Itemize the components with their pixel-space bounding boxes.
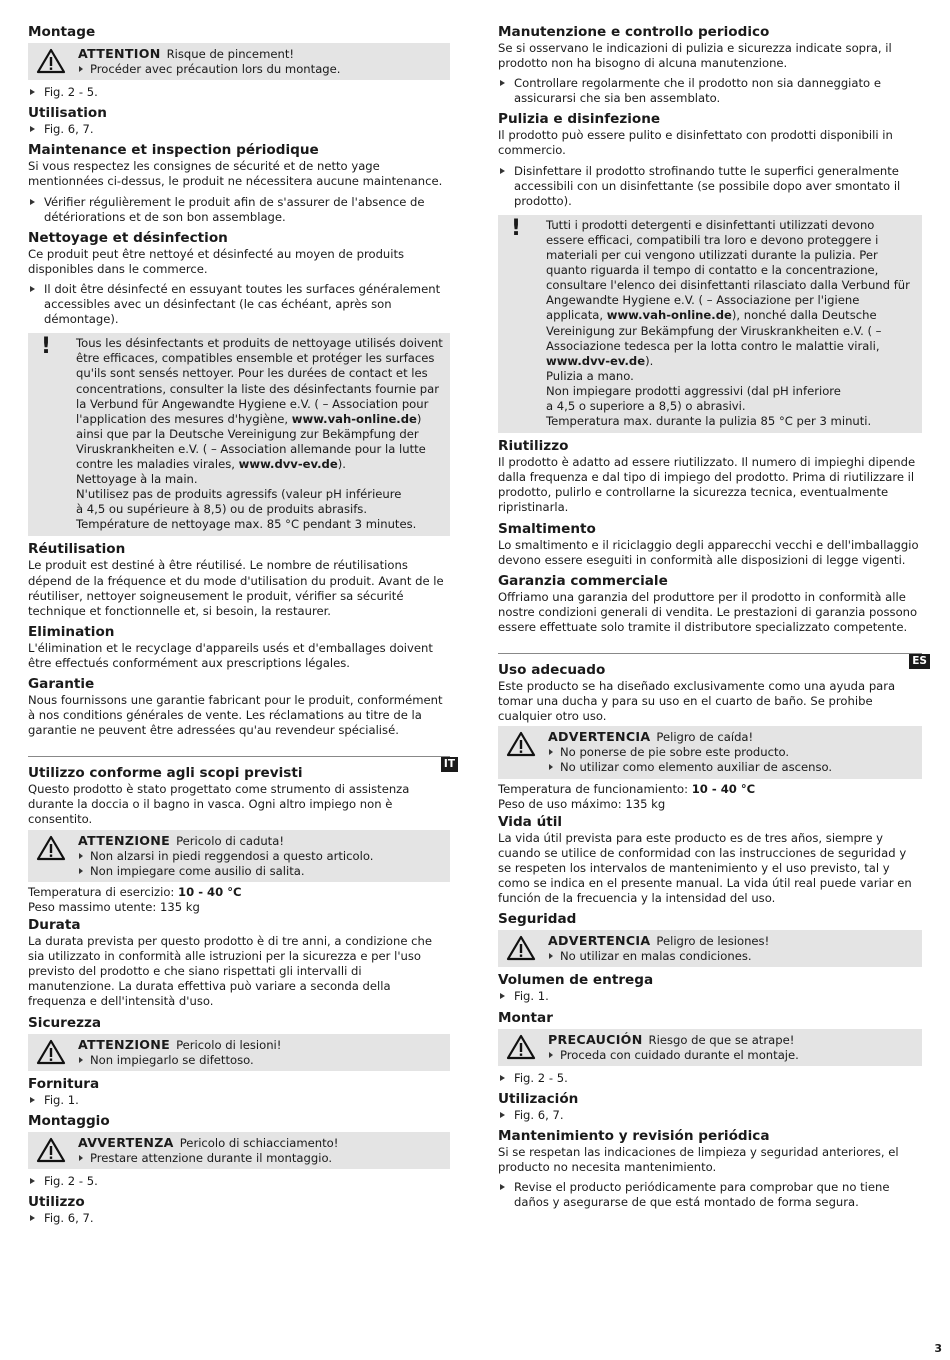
language-tag: ES [909, 654, 930, 669]
warning-text: Riesgo de que se atrape! [648, 1032, 795, 1047]
heading: Garanzia commerciale [498, 572, 668, 589]
list-item: Disinfettare il prodotto strofinando tutte le superfici generalmente accessibili con un disinfettante (se possibile dopo aver smontato il prodotto). [498, 164, 922, 209]
warning-triangle-icon [506, 731, 536, 757]
paragraph: Si se respetan las indicaciones de limpieza y seguridad anteriores, el producto no necesita mantenimiento. [498, 1144, 899, 1174]
note-text: Tous les désinfectants et produits de nettoyage utilisés doivent être efficaces, compatibles ensemble et protéger les surfaces qu'ils sont sensés nettoyer. Pour les durées de contact et les concentrations, consulter la liste des désinfectants fournie par la Verbund für Angewandte Hygiene e.V. ( – Association pour l'application des mesures d'hygiène, www.vah-online.de) ainsi que par la Deutsche Vereinigung zur Bekämpfung der Viruskrankheiten e.V. ( – Association allemande pour la lutte contre les maladies virales, www.dvv-ev.de). [76, 336, 443, 471]
paragraph: Se si osservano le indicazioni di pulizia e sicurezza indicate sopra, il prodotto non ha bisogno di alcuna manutenzione. [498, 41, 892, 71]
link-text: www.vah-online.de [606, 308, 732, 323]
spec-line: Peso de uso máximo: 135 kg [498, 796, 666, 811]
spec-line: Temperatura de funcionamiento: 10 - 40 °C [498, 781, 756, 796]
list-item: Fig. 6, 7. [28, 122, 450, 137]
heading: Manutenzione e controllo periodico [498, 24, 770, 40]
paragraph: Si vous respectez les consignes de sécurité et de netto yage mentionnées ci-dessus, le produit ne nécessitera aucune maintenance. [28, 159, 443, 189]
heading: Sicurezza [28, 1014, 102, 1031]
warning-word: ADVERTENCIA [548, 729, 651, 745]
heading: Maintenance et inspection périodique [28, 142, 319, 159]
note-item: N'utilisez pas de produits agressifs (valeur pH inférieure [76, 487, 402, 502]
heading: Montaggio [28, 1112, 110, 1129]
right-column [498, 24, 927, 1210]
warning-box [498, 726, 922, 778]
warning-item: Proceda con cuidado durante el montaje. [548, 1048, 916, 1063]
warning-box [498, 1029, 922, 1066]
spec-line: Peso massimo utente: 135 kg [28, 899, 200, 914]
heading: Réutilisation [28, 541, 126, 558]
heading: Utilización [498, 1090, 579, 1107]
warning-item: No utilizar como elemento auxiliar de ascenso. [548, 760, 916, 775]
list-item: Fig. 2 - 5. [498, 1071, 922, 1086]
list-item: Fig. 1. [498, 989, 922, 1004]
list-item: Revise el producto periódicamente para comprobar que no tiene daños y asegurarse de que está montado de forma segura. [498, 1180, 922, 1210]
heading: Montar [498, 1009, 553, 1026]
warning-box [28, 1132, 450, 1169]
paragraph: Questo prodotto è stato progettato come strumento di assistenza durante la doccia o il bagno in vasca. Ogni altro impiego non è consentito. [28, 782, 410, 827]
warning-item: Prestare attenzione durante il montaggio. [78, 1151, 444, 1166]
paragraph: Il prodotto è adatto ad essere riutilizzato. Il numero di impieghi dipende dalla frequenza e dal tipo di impiego del prodotto. Prima di riutilizzare il prodotto, pulirlo e controllarne la sicurezza tecnica, eventualmente ripristinarla. [498, 455, 916, 515]
paragraph: Le produit est destiné à être réutilisé. Le nombre de réutilisations dépend de la fréquence et du mode d'utilisation du produit. Avant de le réutiliser, nettoyer soigneusement le produit, vérifier sa sécurité technique et fonctionnelle et, si besoin, la restaurer. [28, 558, 444, 618]
heading: Fornitura [28, 1075, 100, 1092]
language-tag: IT [441, 757, 458, 772]
note-item-cont: a 4,5 o superiore a 8,5) o abrasivi. [546, 398, 746, 413]
link-text: www.dvv-ev.de [238, 456, 338, 471]
heading: Vida útil [498, 813, 563, 830]
left-column [28, 24, 455, 1226]
warning-box [28, 1034, 450, 1071]
warning-word: ATTENZIONE [78, 832, 171, 848]
heading: Pulizia e disinfezione [498, 111, 661, 128]
heading: Garantie [28, 676, 95, 692]
heading: Durata [28, 917, 81, 934]
heading: Smaltimento [498, 520, 596, 537]
warning-item: Non impiegarlo se difettoso. [78, 1053, 444, 1068]
note-item: Pulizia a mano. [546, 368, 634, 383]
warning-item: No utilizar en malas condiciones. [548, 949, 916, 964]
note-item: Non impiegare prodotti aggressivi (dal pH inferiore [546, 383, 841, 398]
warning-triangle-icon [506, 1034, 536, 1060]
list-item: Controllare regolarmente che il prodotto non sia danneggiato e assicurarsi che sia ben assemblato. [498, 76, 922, 106]
warning-item: Non alzarsi in piedi reggendosi a questo articolo. [78, 849, 444, 864]
warning-text: Pericolo di schiacciamento! [179, 1135, 339, 1150]
heading: Utilizzo [28, 1194, 85, 1211]
list-item: Fig. 6, 7. [498, 1108, 922, 1123]
list-item: Fig. 6, 7. [28, 1211, 450, 1226]
warning-item: No ponerse de pie sobre este producto. [548, 745, 916, 760]
list-item: Fig. 1. [28, 1093, 450, 1108]
warning-text: Peligro de lesiones! [656, 934, 770, 949]
heading: Mantenimiento y revisión periódica [498, 1127, 770, 1144]
paragraph: Ce produit peut être nettoyé et désinfecté au moyen de produits disponibles dans le commerce. [28, 246, 405, 276]
note-item: Température de nettoyage max. 85 °C pendant 3 minutes. [76, 517, 417, 532]
warning-text: Pericolo di caduta! [176, 833, 284, 848]
exclamation-icon: ! [41, 334, 52, 360]
heading: Riutilizzo [498, 438, 569, 455]
warning-triangle-icon [36, 1137, 66, 1163]
language-section-it [28, 756, 455, 827]
warning-item: Non impiegare come ausilio di salita. [78, 864, 444, 879]
warning-word: ADVERTENCIA [548, 933, 651, 949]
paragraph: La durata prevista per questo prodotto è di tre anni, a condizione che sia utilizzato in conformità alle istruzioni per la sicurezza e per l'uso previsto del prodotto e che siano rispettati gli intervalli di manutenzione. La durata effettiva può variare a seconda della frequenza e dell'intensità d'uso. [28, 934, 433, 1009]
paragraph: L'élimination et le recyclage d'appareils usés et d'emballages doivent être effectués conformément aux prescriptions légales. [28, 640, 433, 670]
note-box [28, 333, 450, 536]
heading: Elimination [28, 623, 115, 640]
heading: Utilizzo conforme agli scopi previsti [28, 765, 303, 782]
link-text: www.dvv-ev.de [546, 353, 646, 368]
warning-text: Risque de pincement! [166, 47, 295, 61]
list-item: Vérifier régulièrement le produit afin de s'assurer de l'absence de détériorations et de son bon assemblage. [28, 195, 450, 225]
list-item: Fig. 2 - 5. [28, 85, 450, 100]
paragraph: Il prodotto può essere pulito e disinfettato con prodotti disponibili in commercio. [498, 128, 893, 158]
page-number: 3 [934, 1342, 942, 1355]
heading: Utilisation [28, 105, 107, 122]
paragraph: Offriamo una garanzia del produttore per il prodotto in conformità alle nostre condizioni generali di vendita. Le prestazioni di garanzia possono essere effettuate solo tramite il distributore specializzato competente. [498, 589, 918, 634]
note-item: Nettoyage à la main. [76, 472, 198, 487]
warning-word: AVVERTENZA [78, 1134, 174, 1150]
note-text: Tutti i prodotti detergenti e disinfettanti utilizzati devono essere efficaci, compatibili tra loro e devono proteggere i materiali per cui vengono utilizzati durante la pulizia. Per quanto riguarda il tempo di contatto e la concentrazione, consultare l'elenco dei disinfettanti rilasciato dalla Verbund für Angewandte Hygiene e.V. ( – Associazione per l'igiene applicata, www.vah-online.de), nonché dalla Deutsche Vereinigung zur Bekämpfung der Viruskrankheiten e.V. ( – Associazione tedesca per la lotta contro le malattie virali, www.dvv-ev.de). [546, 217, 910, 368]
heading: Uso adecuado [498, 662, 606, 678]
note-item-cont: à 4,5 ou supérieure à 8,5) ou de produits abrasifs. [76, 502, 368, 517]
language-section-es [498, 653, 927, 724]
heading: Seguridad [498, 911, 577, 928]
warning-triangle-icon [36, 835, 66, 861]
note-box [498, 215, 922, 433]
paragraph: Este producto se ha diseñado exclusivamente como una ayuda para tomar una ducha y para su uso en el cuarto de baño. Se prohibe cualquier otro uso. [498, 679, 896, 724]
warning-item: Procéder avec précaution lors du montage. [78, 62, 444, 77]
list-item: Il doit être désinfecté en essuyant toutes les surfaces généralement accessibles avec un désinfectant (le cas échéant, après son démontage). [28, 282, 450, 327]
warning-box [498, 930, 922, 967]
list-item: Fig. 2 - 5. [28, 1174, 450, 1189]
warning-box [28, 830, 450, 882]
link-text: www.vah-online.de [291, 411, 417, 426]
heading: Volumen de entrega [498, 972, 654, 989]
warning-triangle-icon [36, 1039, 66, 1065]
paragraph: Lo smaltimento e il riciclaggio degli apparecchi vecchi e dell'imballaggio devono essere eseguiti in conformità alle disposizioni di legge vigenti. [498, 537, 919, 567]
paragraph: Nous fournissons une garantie fabricant pour le produit, conformément à nos conditions générales de vente. Les réclamations au titre de la garantie ne peuvent être adressées qu'au revendeur spécialisé. [28, 693, 443, 738]
warning-triangle-icon [506, 935, 536, 961]
warning-text: Peligro de caída! [656, 730, 754, 745]
note-item: Temperatura max. durante la pulizia 85 °C per 3 minuti. [546, 414, 872, 429]
heading: Montage [28, 24, 96, 40]
warning-word: PRECAUCIÓN [548, 1031, 643, 1047]
exclamation-icon: ! [511, 215, 522, 241]
warning-box [28, 43, 450, 80]
warning-word: ATTENTION [78, 46, 161, 61]
heading: Nettoyage et désinfection [28, 229, 228, 246]
spec-line: Temperatura di esercizio: 10 - 40 °C [28, 884, 242, 899]
warning-text: Pericolo di lesioni! [176, 1037, 282, 1052]
paragraph: La vida útil prevista para este producto es de tres años, siempre y cuando se utilice de conformidad con las instrucciones de seguridad y se respeten los intervalos de mantenimiento y el uso previsto, tal y como se indica en el presente manual. La vida útil real puede variar en función de la frecuencia y la intensidad del uso. [498, 830, 912, 906]
warning-triangle-icon [36, 48, 66, 74]
warning-word: ATTENZIONE [78, 1036, 171, 1052]
